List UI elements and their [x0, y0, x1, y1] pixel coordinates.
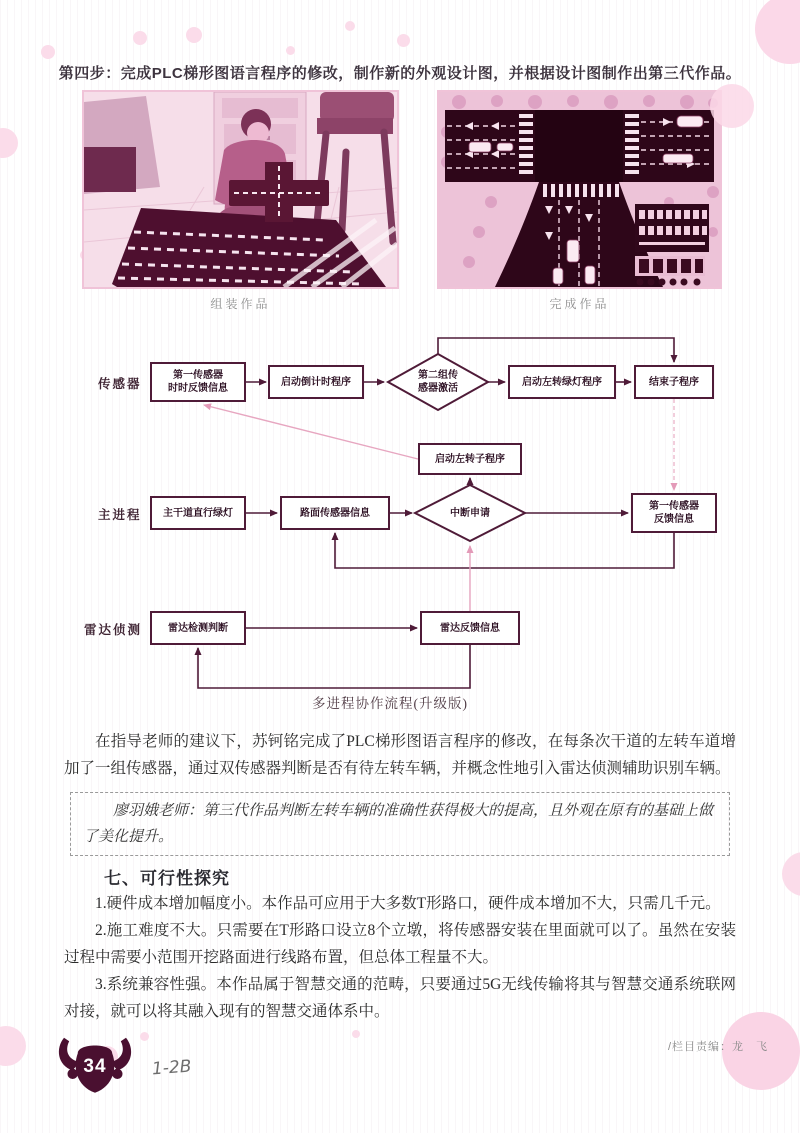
decor-dot [140, 1032, 149, 1041]
caption-assembling-work: 组装作品 [210, 297, 271, 311]
caption-finished-work: 完成作品 [549, 297, 610, 311]
flowchart-multiprocess [0, 330, 800, 720]
flow-node-left-sub: 启动左转子程序 [418, 443, 522, 475]
section-item-2: 2.施工难度不大。只需要在T形路口设立8个立墩，将传感器安装在里面就可以了。虽然在安装过程中需要小范围开挖路面进行线路布置，但总体工程量不大。 [64, 922, 736, 966]
flow-node-radar-feedback: 雷达反馈信息 [420, 611, 520, 645]
page-title: 第四步：完成PLC梯形图语言程序的修改，制作新的外观设计图，并根据设计图制作出第三代作品。 [58, 65, 742, 82]
flow-node-sensor-feedback: 第一传感器 时时反馈信息 [150, 362, 246, 402]
decor-dot [710, 84, 754, 128]
flowchart-caption: 多进程协作流程(升级版) [312, 696, 468, 711]
flow-decision-interrupt: 中断申请 [450, 507, 490, 519]
flow-node-left-green: 启动左转绿灯程序 [508, 365, 616, 399]
photo-finished-work [437, 90, 722, 289]
section-heading: 七、可行性探究 [104, 869, 230, 888]
column-editor-credit: /栏目责编：龙 飞 [667, 1041, 768, 1053]
decor-dot [186, 27, 202, 43]
flow-node-road-sensor-info: 路面传感器信息 [280, 496, 390, 530]
section-item-1: 1.硬件成本增加幅度小。本作品可应用于大多数T形路口，硬件成本增加不大，只需几千元。 [95, 895, 721, 912]
decor-dot [133, 31, 147, 45]
flow-node-main-green: 主干道直行绿灯 [150, 496, 246, 530]
flow-row-label-radar: 雷达侦测 [84, 623, 143, 637]
assembling-photo-illustration [84, 92, 397, 287]
decor-dot [286, 46, 295, 55]
photo-assembling-work [82, 90, 399, 289]
decor-dot [345, 21, 355, 31]
decor-dot [755, 0, 800, 64]
flow-node-first-sensor-feedback: 第一传感器 反馈信息 [631, 493, 717, 533]
section-item-3: 3.系统兼容性强。本作品属于智慧交通的范畴，只要通过5G无线传输将其与智慧交通系统联网对接，就可以将其融入现有的智慧交通体系中。 [64, 976, 736, 1020]
flow-decision-second-sensor: 第二组传 感器激活 [418, 370, 458, 394]
flow-node-end-sub: 结束子程序 [634, 365, 714, 399]
decor-dot [782, 852, 800, 896]
decor-dot [0, 1026, 26, 1066]
section-items [64, 890, 736, 1025]
finished-photo-illustration [439, 92, 720, 287]
teacher-note-box [70, 792, 730, 856]
decor-dot [41, 45, 55, 59]
flow-node-radar-judge: 雷达检测判断 [150, 611, 246, 645]
handwritten-mark: 1-2B [151, 1056, 193, 1080]
decor-dot [352, 1030, 360, 1038]
flow-row-label-main: 主进程 [98, 508, 142, 522]
decor-dot [0, 128, 18, 158]
teacher-note-text: 廖羽娥老师：第三代作品判断左转车辆的准确性获得极大的提高，且外观在原有的基础上做了美化提升。 [83, 803, 714, 845]
decor-dot [397, 34, 410, 47]
flow-row-label-sensor: 传感器 [98, 377, 142, 391]
body-paragraph: 在指导老师的建议下，苏钶铭完成了PLC梯形图语言程序的修改，在每条次干道的左转车道增加了一组传感器，通过双传感器判断是否有待左转车辆，并概念性地引入雷达侦测辅助识别车辆。 [64, 733, 736, 777]
page-number: 34 [83, 1056, 107, 1077]
flow-node-countdown: 启动倒计时程序 [268, 365, 364, 399]
